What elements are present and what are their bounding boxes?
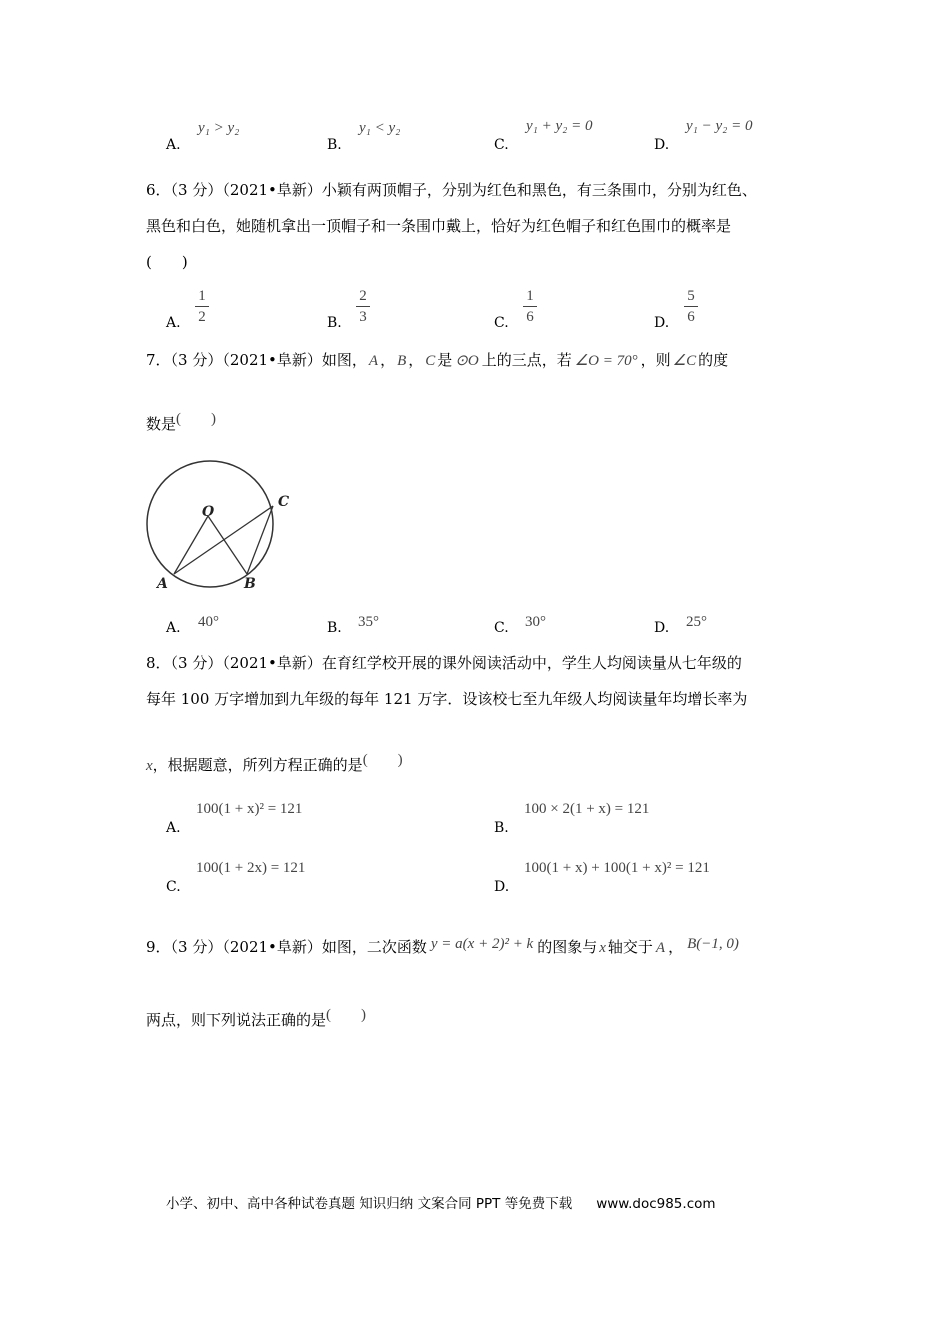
q9-axis: 轴交于 [607,938,653,956]
footer-text: 小学、初中、高中各种试卷真题 知识归纳 文案合同 PPT 等免费下载 [166,1196,573,1212]
q7-option-a-label: A. [166,620,181,636]
q9-function: y = a(x + 2)² + k [430,936,534,952]
q7-prefix: 7．（3 分）（2021•阜新）如图， [146,351,367,369]
q5-option-d-expr: y₁ − y₂ = 0 [686,118,753,134]
page-footer [166,1192,716,1212]
q7-angle-c: ∠C [672,353,697,369]
q7-segment-bc [247,506,273,574]
q8-line3-text: ，根据题意，所列方程正确的是 [152,756,363,774]
q6-option-b-numerator: 2 [359,288,367,304]
footer-url: www.doc985.com [596,1196,716,1212]
q6-option-a-fraction [195,287,209,326]
q8-stem-line1: 8．（3 分）（2021•阜新）在育红学校开展的课外阅读活动中，学生人均阅读量从七年级的 [146,654,742,672]
q7-comma2: ， [408,351,424,369]
q7-option-b-label: B. [327,620,342,636]
q8-option-d-expr: 100(1 + x) + 100(1 + x)² = 121 [524,860,710,876]
q8-answer-paren: ( ) [362,752,403,768]
q7-option-d-expr: 25° [686,614,707,630]
q7-option-c-expr: 30° [525,614,546,630]
q7-stem-line2 [146,411,217,435]
q9-point-a: A [655,940,666,956]
q5-option-a-label: A. [166,137,181,153]
q7-figure-label-b: B [244,576,256,592]
q6-option-d-numerator: 5 [687,288,695,304]
q8-stem-line2: 每年 100 万字增加到九年级的每年 121 万字．设该校七至九年级人均阅读量年均增长率为 [146,690,748,708]
q9-answer-paren: ( ) [326,1007,367,1023]
q8-stem-line3 [146,752,403,776]
q7-point-c: C [425,353,436,369]
q6-answer-paren: ( ) [146,253,188,271]
q7-option-c-label: C. [494,620,509,636]
q7-end: 的度 [698,351,729,369]
q9-stem-line1 [146,937,739,958]
q5-option-d-label: D. [654,137,670,153]
q8-option-b-expr: 100 × 2(1 + x) = 121 [524,801,650,817]
q6-option-d-label: D. [654,315,670,331]
q7-is: 是 [437,351,453,369]
q6-option-a-label: A. [166,315,181,331]
q7-answer-paren: ( ) [176,411,217,427]
q7-figure-circle [147,461,273,587]
q7-stem-line1 [146,350,728,371]
q9-x-var: x [599,940,606,956]
q8-variable-x: x [146,758,153,774]
q7-circle-figure [140,450,310,600]
q7-then: ，则 [640,351,671,369]
q7-option-a-expr: 40° [198,614,219,630]
q5-option-c-label: C. [494,137,509,153]
q7-segment-ob [208,516,247,574]
q7-figure-label-c: C [278,494,290,510]
q5-option-b-expr: y₁ < y₂ [359,120,401,136]
q7-comma1: ， [380,351,396,369]
q8-option-c-expr: 100(1 + 2x) = 121 [196,860,306,876]
q6-option-d-denominator: 6 [687,309,695,325]
q6-option-a-numerator: 1 [198,288,206,304]
q9-point-b: B(−1, 0) [687,936,739,952]
q6-option-c-denominator: 6 [526,309,534,325]
q9-line2-text: 两点，则下列说法正确的是 [146,1011,327,1029]
q6-stem-line1: 6．（3 分）（2021•阜新）小颖有两顶帽子，分别为红色和黑色，有三条围巾，分别为红色、 [146,181,757,199]
q6-option-c-label: C. [494,315,509,331]
q9-comma: ， [668,938,684,956]
q8-option-b-label: B. [494,820,509,836]
q6-option-d-fraction [684,287,698,326]
q5-option-c-expr: y₁ + y₂ = 0 [526,118,593,134]
q7-line2-text: 数是 [146,415,177,433]
q8-option-a-label: A. [166,820,181,836]
q6-stem-line2: 黑色和白色，她随机拿出一顶帽子和一条围巾戴上，恰好为红色帽子和红色围巾的概率是 [146,217,732,235]
q7-angle-o: ∠O = 70° [574,353,638,369]
q6-option-a-denominator: 2 [198,309,206,325]
q7-option-d-label: D. [654,620,670,636]
q5-option-b-label: B. [327,137,342,153]
q7-point-b: B [397,353,407,369]
q6-option-b-fraction [356,287,370,326]
q8-option-c-label: C. [166,879,181,895]
q6-option-b-denominator: 3 [359,309,367,325]
q7-option-b-expr: 35° [358,614,379,630]
q8-option-d-label: D. [494,879,510,895]
q6-option-b-label: B. [327,315,342,331]
q9-prefix: 9．（3 分）（2021•阜新）如图，二次函数 [146,938,427,956]
q7-mid: 上的三点，若 [481,351,572,369]
q5-option-a-expr: y₁ > y₂ [198,120,240,136]
q9-mid: 的图象与 [537,938,598,956]
q7-segment-oa [174,516,208,574]
q6-option-c-numerator: 1 [526,288,534,304]
q8-option-a-expr: 100(1 + x)² = 121 [196,801,303,817]
q6-option-c-fraction [523,287,537,326]
q7-figure-label-a: A [157,576,168,592]
q7-figure-label-o: O [202,504,215,520]
q7-point-a: A [368,353,379,369]
q9-stem-line2 [146,1007,367,1031]
q7-circle-o: ⊙O [455,353,479,369]
